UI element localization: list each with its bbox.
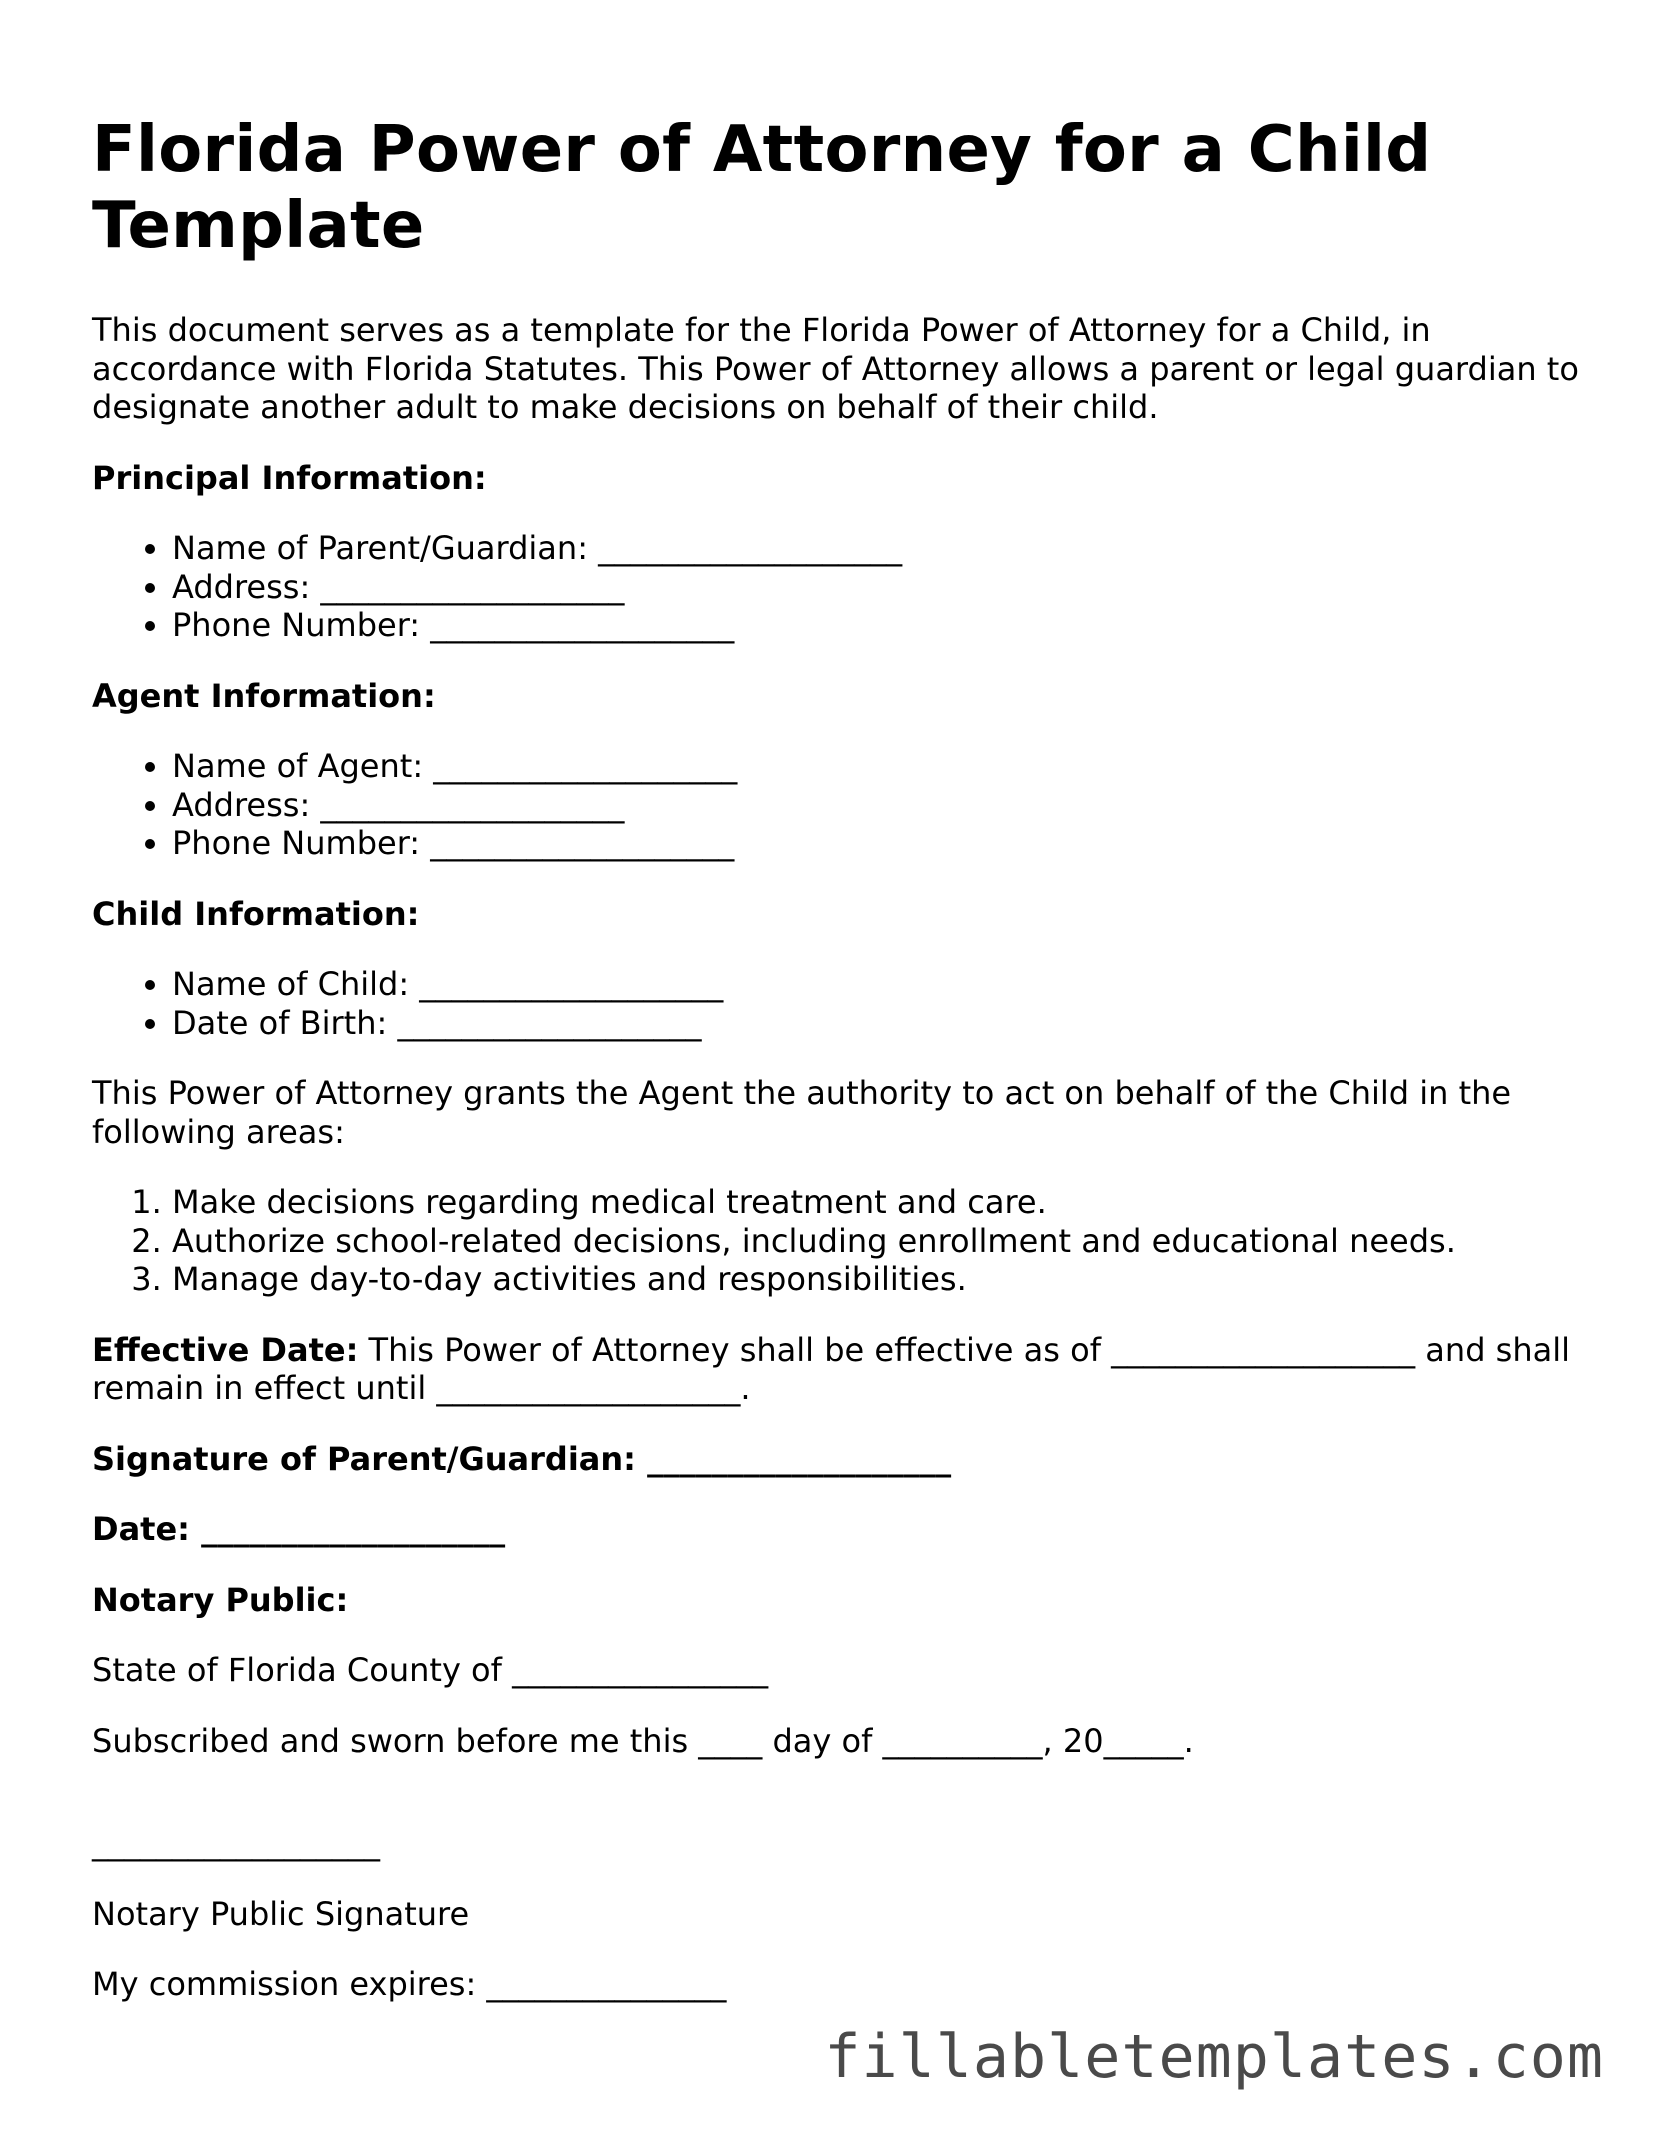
principal-phone-field: • Phone Number: ___________________ bbox=[172, 606, 1582, 645]
effective-date-paragraph bbox=[92, 1331, 1582, 1408]
watermark-logo: fillabletemplates.com bbox=[824, 2022, 1604, 2092]
effective-date-label: Effective Date: bbox=[92, 1330, 359, 1369]
agent-address-field: • Address: ___________________ bbox=[172, 786, 1582, 825]
effective-date-text: This Power of Attorney shall be effective as of ___________________ and shall remain in effect until ___________________. bbox=[92, 1330, 1571, 1407]
signature-line bbox=[92, 1440, 1582, 1479]
notary-sworn-line: Subscribed and sworn before me this ____ day of __________, 20_____. bbox=[92, 1721, 1194, 1760]
child-list bbox=[92, 965, 1582, 1042]
notary-county-line: State of Florida County of ________________ bbox=[92, 1651, 769, 1689]
notary-signature-label: Notary Public Signature bbox=[92, 1894, 470, 1933]
signature-blank: ___________________ bbox=[635, 1439, 952, 1478]
child-heading: Child Information: bbox=[92, 894, 420, 933]
date-blank: ___________________ bbox=[189, 1510, 506, 1548]
power-item-school: 2. Authorize school-related decisions, including enrollment and educational needs. bbox=[172, 1222, 1582, 1261]
document-title: Florida Power of Attorney for a Child Template bbox=[92, 113, 1432, 263]
agent-heading: Agent Information: bbox=[92, 676, 436, 715]
notary-commission-line: My commission expires: _______________ bbox=[92, 1965, 727, 2003]
agent-list bbox=[92, 747, 1582, 863]
intro-paragraph: This document serves as a template for the Florida Power of Attorney for a Child, in accordance with Florida Statutes. This Power of Attorney allows a parent or legal guardian to designate another adult to make decisions on behalf of their child. bbox=[92, 311, 1579, 426]
child-name-field: • Name of Child: ___________________ bbox=[172, 965, 1582, 1004]
agent-phone-field: • Phone Number: ___________________ bbox=[172, 824, 1582, 863]
notary-heading: Notary Public: bbox=[92, 1580, 349, 1619]
agent-name-field: • Name of Agent: ___________________ bbox=[172, 747, 1582, 786]
power-item-medical: 1. Make decisions regarding medical treatment and care. bbox=[172, 1183, 1582, 1222]
date-line bbox=[92, 1510, 1582, 1549]
child-dob-field: • Date of Birth: ___________________ bbox=[172, 1004, 1582, 1043]
document-page bbox=[92, 112, 1582, 2036]
principal-list bbox=[92, 529, 1582, 645]
notary-signature-blank: __________________ bbox=[92, 1824, 380, 1862]
grant-paragraph: This Power of Attorney grants the Agent the authority to act on behalf of the Child in the following areas: bbox=[92, 1074, 1512, 1151]
signature-label: Signature of Parent/Guardian: bbox=[92, 1439, 636, 1478]
power-item-daily: 3. Manage day-to-day activities and responsibilities. bbox=[172, 1260, 1582, 1299]
principal-name-field: • Name of Parent/Guardian: ___________________ bbox=[172, 529, 1582, 568]
principal-heading: Principal Information: bbox=[92, 458, 487, 497]
principal-address-field: • Address: ___________________ bbox=[172, 568, 1582, 607]
date-label: Date: bbox=[92, 1510, 190, 1548]
powers-list bbox=[92, 1183, 1582, 1299]
